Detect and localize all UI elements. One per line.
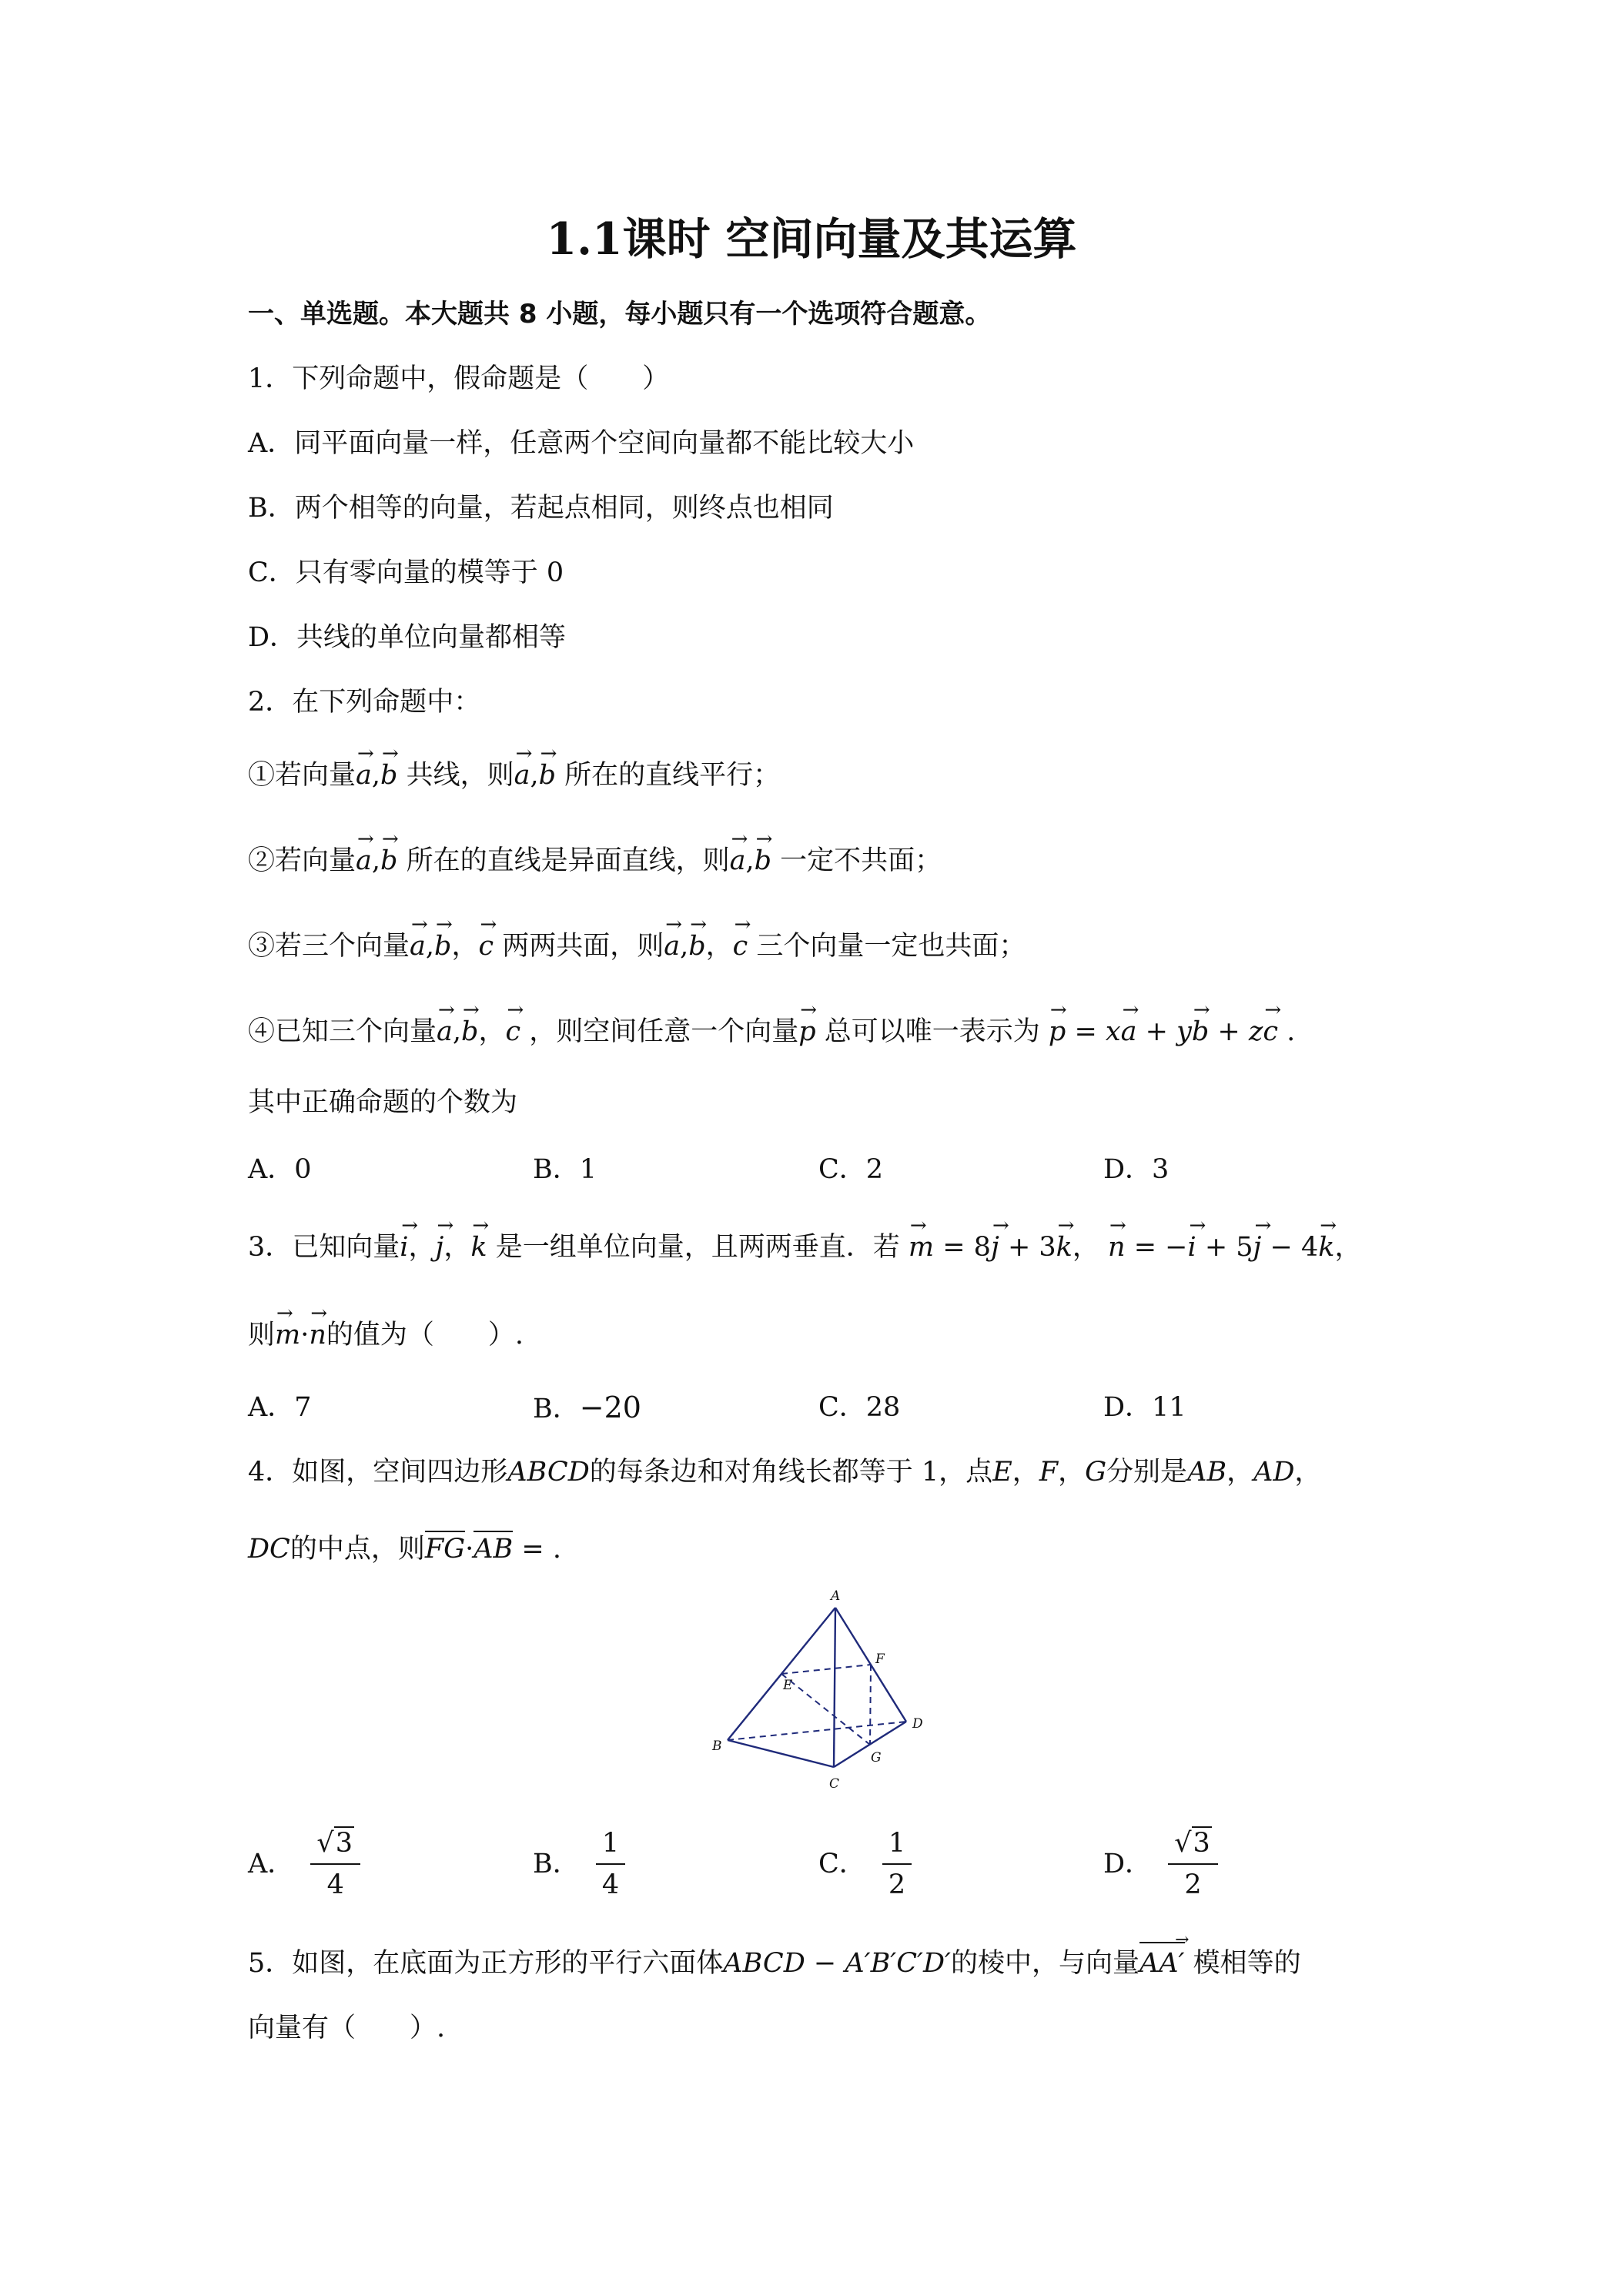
tetrahedron-figure (697, 1586, 943, 1794)
q2-option-d: D．3 (1103, 1154, 1170, 1185)
page-title: 1.1课时 空间向量及其运算 (546, 213, 1077, 265)
q3-line2: 则→ m·→ n的值为（ ）. (248, 1318, 524, 1352)
q2-option-c: C．2 (818, 1154, 884, 1185)
q4-option-a: A． $\frac{√3}{4}$ (248, 1826, 360, 1902)
q4-option-b: B． $\frac{1}{4}$ (533, 1826, 625, 1902)
q1-stem: 1．下列命题中，假命题是（ ） (248, 363, 670, 394)
q4-line2: DC的中点，则FG·AB = . (248, 1532, 561, 1566)
q1-option-a: A．同平面向量一样，任意两个空间向量都不能比较大小 (248, 428, 915, 459)
q3-option-a: A．7 (248, 1392, 312, 1423)
label-a: A (831, 1588, 841, 1604)
label-c: C (829, 1776, 840, 1792)
q2-option-a: A．0 (248, 1154, 312, 1185)
q5-stem: 5．如图，在底面为正方形的平行六面体ABCD − A′B′C′D′的棱中，与向量AA′ → 模相等的 (248, 1946, 1301, 1980)
label-d: D (912, 1716, 923, 1732)
q3-option-b: B．−20 (533, 1391, 641, 1424)
q4-stem: 4．如图，空间四边形ABCD的每条边和对角线长都等于 1，点E，F，G分别是AB，AD， (248, 1457, 1322, 1488)
edge-ac (834, 1608, 835, 1767)
q3-stem: 3．已知向量→ i，→ j，→ k 是一组单位向量，且两两垂直．若 → m = 8→ j + 3→ k， → n = −→ i + 5→ j − 4→ k， (248, 1230, 1362, 1264)
q2-statement-1: ①若向量→ a,→ b 共线，则→ a,→ b 所在的直线平行； (248, 758, 780, 792)
q1-option-d: D．共线的单位向量都相等 (248, 622, 567, 653)
label-e: E (783, 1678, 793, 1693)
q3-option-d: D．11 (1103, 1392, 1186, 1423)
q2-question: 其中正确命题的个数为 (248, 1087, 518, 1118)
q2-statement-3: ③若三个向量→ a,→ b，→ c 两两共面，则→ a,→ b，→ c 三个向量一定也共面； (248, 929, 1026, 963)
q3-option-c: C．28 (818, 1392, 901, 1423)
q2-statement-4: ④已知三个向量→ a,→ b，→ c ，则空间任意一个向量→ p 总可以唯一表示为 → p = x→ a + y→ b + z→ c . (248, 1015, 1295, 1049)
section-heading: 一、单选题。本大题共 8 小题，每小题只有一个选项符合题意。 (248, 299, 992, 330)
label-b: B (712, 1739, 722, 1754)
segment-fg (870, 1665, 871, 1745)
q1-option-b: B．两个相等的向量，若起点相同，则终点也相同 (248, 493, 834, 524)
label-f: F (875, 1652, 885, 1667)
q4-option-d: D． $\frac{√3}{2}$ (1103, 1826, 1218, 1902)
edge-bd (728, 1722, 906, 1740)
q2-stem: 2．在下列命题中： (248, 687, 481, 718)
q1-option-c: C．只有零向量的模等于 0 (248, 557, 564, 588)
q2-statement-2: ②若向量→ a,→ b 所在的直线是异面直线，则→ a,→ b 一定不共面； (248, 844, 942, 878)
label-g: G (871, 1750, 882, 1766)
q4-option-c: C． $\frac{1}{2}$ (818, 1826, 912, 1902)
q5-line2: 向量有（ ）. (248, 2013, 446, 2043)
q2-option-b: B．1 (533, 1154, 597, 1185)
edge-bc (728, 1740, 834, 1767)
segment-eg (781, 1674, 870, 1745)
segment-ef (781, 1665, 871, 1674)
